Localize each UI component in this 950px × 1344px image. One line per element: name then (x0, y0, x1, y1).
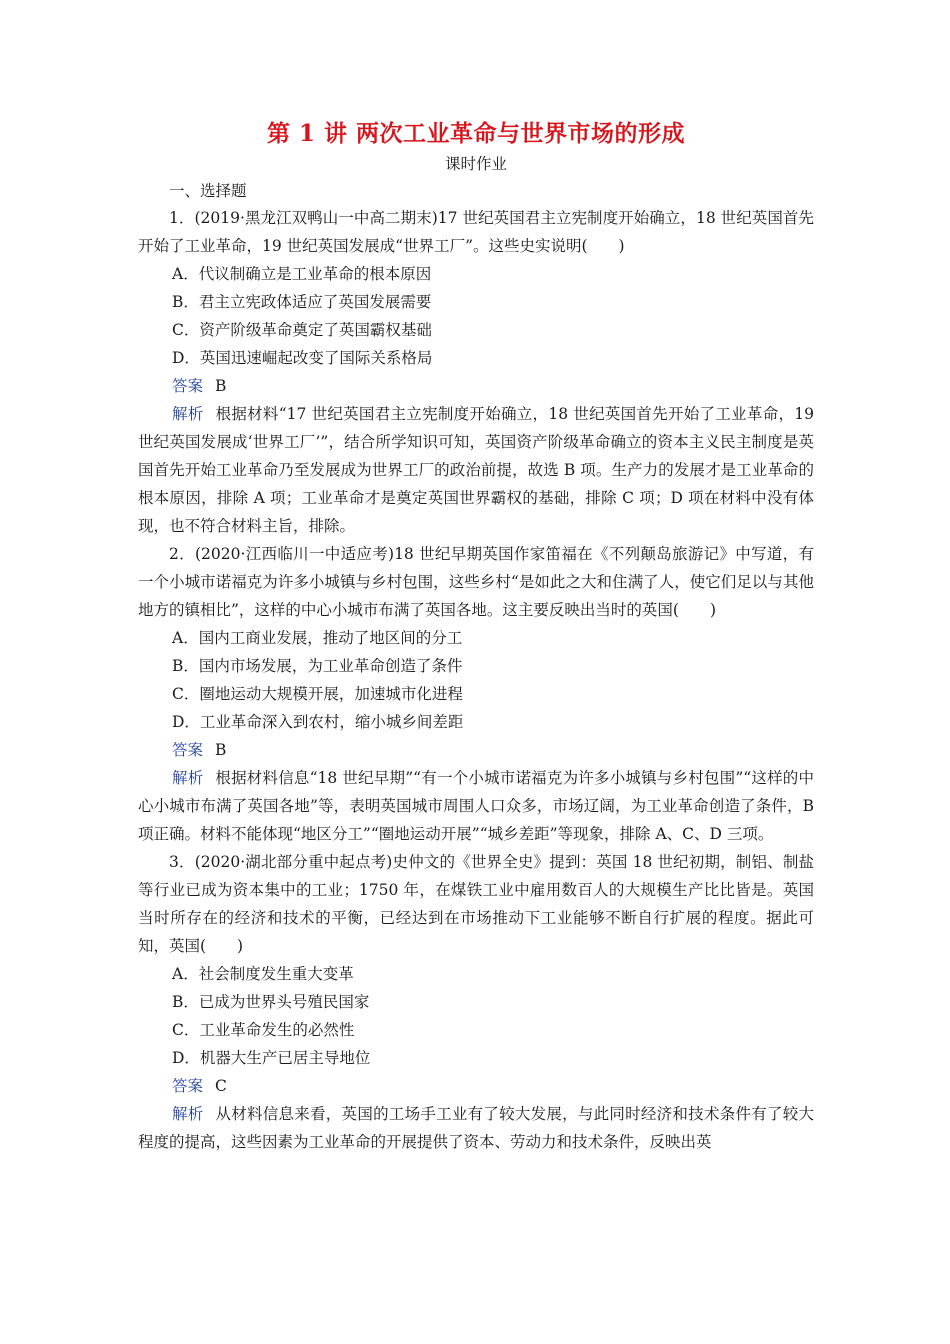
option-a: A．社会制度发生重大变革 (172, 965, 354, 983)
page-subtitle: 课时作业 (444, 155, 507, 173)
page-title: 第 1 讲 两次工业革命与世界市场的形成 (266, 120, 686, 147)
analysis-text: 根据材料信息“18 世纪早期”“有一个小城市诺福克为许多小城镇与乡村包围”“这样的中心小城市布满了英国各地”等，表明英国城市周围人口众多，市场辽阔，为工业革命创造了条件，B 项正确。材料不能体现“地区分工”“圈地运动开展”“城乡差距”等现象，排除 A、C、D 三项。 (138, 769, 814, 843)
option-d: D．工业革命深入到农村，缩小城乡间差距 (172, 713, 464, 731)
option-d: D．机器大生产已居主导地位 (172, 1049, 371, 1067)
answer-tag: 答案 (172, 741, 204, 759)
question-3 (138, 848, 814, 1156)
question-2 (138, 540, 814, 848)
analysis-paragraph (138, 400, 814, 540)
option-a: A．代议制确立是工业革命的根本原因 (172, 265, 432, 283)
question-stem: 1．(2019·黑龙江双鸭山一中高二期末)17 世纪英国君主立宪制度开始确立，18 世纪英国首先开始了工业革命，19 世纪英国发展成“世界工厂”。这些史实说明( ) (138, 209, 814, 255)
answer-line (138, 736, 814, 764)
analysis-tag: 解析 (172, 1105, 204, 1123)
option-b: B．已成为世界头号殖民国家 (172, 993, 370, 1011)
question-stem: 2．(2020·江西临川一中适应考)18 世纪早期英国作家笛福在《不列颠岛旅游记》中写道，有一个小城市诺福克为许多小城镇与乡村包围，这些乡村“是如此之大和住满了人，使它们足以与其他地方的镇相比”，这样的中心小城市布满了英国各地。这主要反映出当时的英国( ) (138, 545, 814, 619)
option-d: D．英国迅速崛起改变了国际关系格局 (172, 349, 433, 367)
analysis-tag: 解析 (172, 769, 204, 787)
question-stem: 3．(2020·湖北部分重中起点考)史仲文的《世界全史》提到：英国 18 世纪初期，制铝、制盐等行业已成为资本集中的工业；1750 年，在煤铁工业中雇用数百人的大规模生产比比皆是。英国当时所存在的经济和技术的平衡，已经达到在市场推动下工业能够不断自行扩展的程度。据此可知，英国( ) (138, 853, 814, 955)
answer-tag: 答案 (172, 1077, 204, 1095)
analysis-text: 从材料信息来看，英国的工场手工业有了较大发展，与此同时经济和技术条件有了较大程度的提高，这些因素为工业革命的开展提供了资本、劳动力和技术条件，反映出英 (138, 1105, 814, 1151)
option-a: A．国内工商业发展，推动了地区间的分工 (172, 629, 463, 647)
option-b: B．君主立宪政体适应了英国发展需要 (172, 293, 432, 311)
option-c: C．工业革命发生的必然性 (172, 1021, 355, 1039)
question-1 (138, 204, 814, 540)
answer-value: B (215, 377, 227, 395)
analysis-paragraph (138, 1100, 814, 1156)
analysis-tag: 解析 (172, 405, 204, 423)
option-b: B．国内市场发展，为工业革命创造了条件 (172, 657, 463, 675)
answer-value: C (215, 1077, 227, 1095)
answer-tag: 答案 (172, 377, 204, 395)
section-heading: 一、选择题 (169, 182, 247, 200)
option-c: C．资产阶级革命奠定了英国霸权基础 (172, 321, 432, 339)
analysis-text: 根据材料“17 世纪英国君主立宪制度开始确立，18 世纪英国首先开始了工业革命，19 世纪英国发展成‘世界工厂’”，结合所学知识可知，英国资产阶级革命确立的资本主义民主制度是英国首先开始工业革命乃至发展成为世界工厂的政治前提，故选 B 项。生产力的发展才是工业革命的根本原因，排除 A 项；工业革命才是奠定英国世界霸权的基础，排除 C 项；D 项在材料中没有体现，也不符合材料主旨，排除。 (138, 405, 814, 535)
analysis-paragraph (138, 764, 814, 848)
answer-value: B (215, 741, 227, 759)
answer-line (138, 1072, 814, 1100)
answer-line (138, 372, 814, 400)
option-c: C．圈地运动大规模开展，加速城市化进程 (172, 685, 463, 703)
document-page (138, 118, 814, 1156)
